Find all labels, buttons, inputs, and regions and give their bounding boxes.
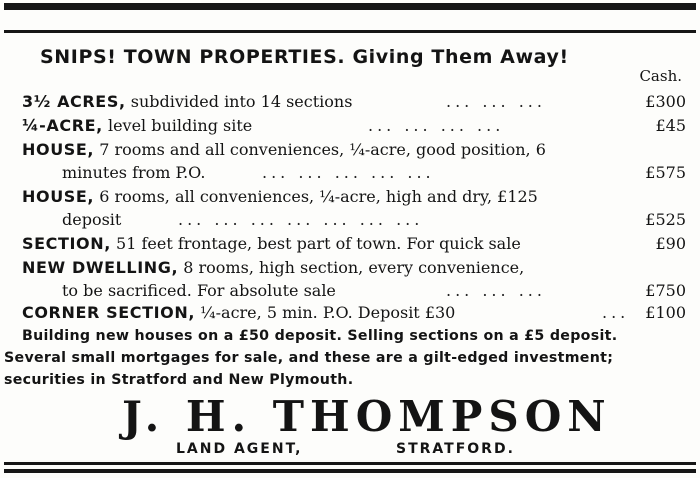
agent-title: LAND AGENT,	[176, 441, 303, 457]
leader-dots: ...	[602, 303, 630, 322]
listing-text	[22, 116, 252, 135]
listing-text	[22, 92, 352, 111]
listing-desc: ¼-acre, 5 min. P.O. Deposit £30	[200, 303, 456, 322]
listing-price: £100	[645, 303, 686, 322]
leader-dots: ... ... ...	[446, 281, 546, 300]
listing-price: £45	[655, 116, 686, 135]
listing-row	[0, 281, 700, 303]
listing-desc: deposit	[62, 210, 122, 229]
listing-desc: level building site	[107, 116, 253, 135]
leader-dots: ... ... ... ... ...	[262, 163, 435, 182]
listing-lead: HOUSE,	[22, 187, 95, 206]
listing-row	[0, 116, 700, 138]
listing-price: £525	[645, 210, 686, 229]
listing-row	[0, 92, 700, 114]
leader-dots: ... ... ... ... ... ... ...	[178, 210, 424, 229]
listing-row	[0, 303, 700, 325]
leader-dots: ... ... ...	[446, 92, 546, 111]
bottom-border-thin	[4, 462, 696, 465]
listing-lead: SECTION,	[22, 234, 111, 253]
listing-desc: 7 rooms and all conveniences, ¼-acre, good position, 6	[99, 140, 546, 159]
listing-price: £90	[655, 234, 686, 253]
listing-lead: ¼-ACRE,	[22, 116, 103, 135]
listing-desc: 8 rooms, high section, every convenience,	[183, 258, 525, 277]
listing-text	[22, 234, 521, 253]
agent-town: STRATFORD.	[396, 441, 515, 457]
listing-row	[0, 140, 700, 162]
note-line: securities in Stratford and New Plymouth.	[4, 372, 354, 388]
cash-column-header: Cash.	[639, 67, 682, 85]
listing-lead: NEW DWELLING,	[22, 258, 179, 277]
listing-row	[0, 163, 700, 185]
listing-text	[22, 187, 538, 206]
listing-lead: 3½ ACRES,	[22, 92, 126, 111]
leader-dots: ... ... ... ...	[368, 116, 505, 135]
listing-row	[0, 187, 700, 209]
listing-desc: 51 feet frontage, best part of town. For quick sale	[116, 234, 521, 253]
listing-desc: to be sacrificed. For absolute sale	[62, 281, 336, 300]
top-border-thick	[4, 3, 696, 10]
note-line: Several small mortgages for sale, and these are a gilt-edged investment;	[4, 350, 614, 366]
listing-price: £750	[645, 281, 686, 300]
note-line: Building new houses on a £50 deposit. Selling sections on a £5 deposit.	[22, 328, 618, 344]
listing-text	[22, 258, 524, 277]
listing-lead: CORNER SECTION,	[22, 303, 196, 322]
listing-row	[0, 258, 700, 280]
listing-row	[0, 234, 700, 256]
listing-desc: minutes from P.O.	[62, 163, 206, 182]
listing-text	[22, 303, 455, 322]
listing-price: £300	[645, 92, 686, 111]
listing-price: £575	[645, 163, 686, 182]
listing-row	[0, 210, 700, 232]
listing-text	[22, 140, 546, 159]
agent-name: J. H. THOMPSON	[122, 392, 612, 441]
advert-heading: SNIPS! TOWN PROPERTIES. Giving Them Away!	[40, 46, 569, 68]
listing-desc: 6 rooms, all conveniences, ¼-acre, high and dry, £125	[99, 187, 538, 206]
top-border-thin	[4, 30, 696, 33]
bottom-border-thick	[4, 469, 696, 473]
listing-desc: subdivided into 14 sections	[130, 92, 353, 111]
listing-lead: HOUSE,	[22, 140, 95, 159]
